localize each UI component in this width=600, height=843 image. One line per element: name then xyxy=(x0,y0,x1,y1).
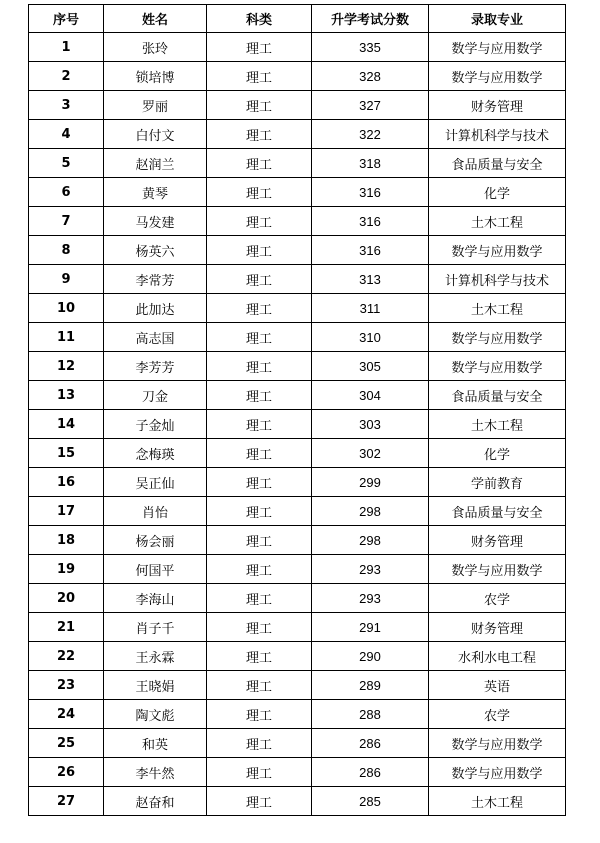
cell-major: 计算机科学与技术 xyxy=(429,120,566,149)
cell-name: 李芳芳 xyxy=(104,352,207,381)
cell-no: 20 xyxy=(29,584,104,613)
cell-no: 14 xyxy=(29,410,104,439)
cell-score: 316 xyxy=(312,207,429,236)
table-row xyxy=(29,265,566,294)
cell-name: 李常芳 xyxy=(104,265,207,294)
cell-no: 8 xyxy=(29,236,104,265)
cell-name: 念梅瑛 xyxy=(104,439,207,468)
cell-category: 理工 xyxy=(207,700,312,729)
cell-name: 何国平 xyxy=(104,555,207,584)
cell-no: 21 xyxy=(29,613,104,642)
cell-category: 理工 xyxy=(207,33,312,62)
cell-category: 理工 xyxy=(207,555,312,584)
cell-category: 理工 xyxy=(207,787,312,816)
cell-category: 理工 xyxy=(207,62,312,91)
cell-category: 理工 xyxy=(207,149,312,178)
cell-category: 理工 xyxy=(207,613,312,642)
cell-name: 赵润兰 xyxy=(104,149,207,178)
cell-no: 27 xyxy=(29,787,104,816)
cell-score: 298 xyxy=(312,497,429,526)
cell-score: 316 xyxy=(312,178,429,207)
table-row xyxy=(29,526,566,555)
table-row xyxy=(29,584,566,613)
cell-score: 285 xyxy=(312,787,429,816)
cell-category: 理工 xyxy=(207,758,312,787)
cell-category: 理工 xyxy=(207,236,312,265)
cell-category: 理工 xyxy=(207,526,312,555)
table-row xyxy=(29,439,566,468)
cell-name: 此加达 xyxy=(104,294,207,323)
table-row xyxy=(29,613,566,642)
cell-score: 318 xyxy=(312,149,429,178)
cell-name: 锁培博 xyxy=(104,62,207,91)
cell-score: 311 xyxy=(312,294,429,323)
cell-no: 7 xyxy=(29,207,104,236)
cell-no: 3 xyxy=(29,91,104,120)
cell-category: 理工 xyxy=(207,671,312,700)
cell-no: 15 xyxy=(29,439,104,468)
table-body xyxy=(29,33,566,816)
cell-major: 学前教育 xyxy=(429,468,566,497)
table-row xyxy=(29,149,566,178)
cell-no: 12 xyxy=(29,352,104,381)
cell-score: 298 xyxy=(312,526,429,555)
cell-no: 17 xyxy=(29,497,104,526)
cell-score: 327 xyxy=(312,91,429,120)
cell-score: 303 xyxy=(312,410,429,439)
table-row xyxy=(29,468,566,497)
cell-score: 299 xyxy=(312,468,429,497)
cell-no: 19 xyxy=(29,555,104,584)
cell-major: 土木工程 xyxy=(429,410,566,439)
cell-score: 291 xyxy=(312,613,429,642)
cell-name: 白付文 xyxy=(104,120,207,149)
table-header xyxy=(29,5,566,33)
cell-major: 食品质量与安全 xyxy=(429,149,566,178)
cell-category: 理工 xyxy=(207,410,312,439)
cell-major: 数学与应用数学 xyxy=(429,758,566,787)
cell-category: 理工 xyxy=(207,352,312,381)
cell-major: 农学 xyxy=(429,584,566,613)
cell-major: 数学与应用数学 xyxy=(429,62,566,91)
header-category: 科类 xyxy=(207,5,312,33)
cell-major: 数学与应用数学 xyxy=(429,33,566,62)
cell-no: 6 xyxy=(29,178,104,207)
cell-score: 293 xyxy=(312,555,429,584)
table-row xyxy=(29,700,566,729)
cell-category: 理工 xyxy=(207,584,312,613)
header-no: 序号 xyxy=(29,5,104,33)
header-row xyxy=(29,5,566,33)
table-row xyxy=(29,352,566,381)
cell-no: 1 xyxy=(29,33,104,62)
cell-major: 土木工程 xyxy=(429,207,566,236)
table-row xyxy=(29,497,566,526)
cell-no: 25 xyxy=(29,729,104,758)
cell-category: 理工 xyxy=(207,207,312,236)
cell-no: 23 xyxy=(29,671,104,700)
cell-major: 英语 xyxy=(429,671,566,700)
cell-score: 305 xyxy=(312,352,429,381)
cell-no: 4 xyxy=(29,120,104,149)
admission-table xyxy=(28,4,566,816)
cell-no: 18 xyxy=(29,526,104,555)
cell-name: 杨英六 xyxy=(104,236,207,265)
cell-name: 李牛然 xyxy=(104,758,207,787)
cell-name: 子金灿 xyxy=(104,410,207,439)
cell-score: 302 xyxy=(312,439,429,468)
table-row xyxy=(29,33,566,62)
cell-score: 290 xyxy=(312,642,429,671)
cell-category: 理工 xyxy=(207,381,312,410)
cell-name: 赵奋和 xyxy=(104,787,207,816)
cell-score: 286 xyxy=(312,758,429,787)
table-row xyxy=(29,236,566,265)
cell-name: 马发建 xyxy=(104,207,207,236)
table-row xyxy=(29,62,566,91)
cell-name: 杨会丽 xyxy=(104,526,207,555)
cell-score: 316 xyxy=(312,236,429,265)
header-major: 录取专业 xyxy=(429,5,566,33)
table-row xyxy=(29,729,566,758)
cell-category: 理工 xyxy=(207,497,312,526)
cell-name: 刀金 xyxy=(104,381,207,410)
cell-no: 10 xyxy=(29,294,104,323)
cell-score: 289 xyxy=(312,671,429,700)
cell-major: 土木工程 xyxy=(429,787,566,816)
cell-major: 食品质量与安全 xyxy=(429,497,566,526)
table-row xyxy=(29,381,566,410)
cell-name: 陶文彪 xyxy=(104,700,207,729)
cell-name: 张玲 xyxy=(104,33,207,62)
header-score: 升学考试分数 xyxy=(312,5,429,33)
cell-major: 数学与应用数学 xyxy=(429,352,566,381)
cell-major: 食品质量与安全 xyxy=(429,381,566,410)
cell-name: 高志国 xyxy=(104,323,207,352)
cell-category: 理工 xyxy=(207,265,312,294)
cell-no: 2 xyxy=(29,62,104,91)
cell-score: 328 xyxy=(312,62,429,91)
cell-major: 农学 xyxy=(429,700,566,729)
cell-category: 理工 xyxy=(207,294,312,323)
cell-score: 310 xyxy=(312,323,429,352)
cell-category: 理工 xyxy=(207,120,312,149)
cell-name: 肖子千 xyxy=(104,613,207,642)
cell-major: 数学与应用数学 xyxy=(429,555,566,584)
cell-major: 土木工程 xyxy=(429,294,566,323)
table-row xyxy=(29,642,566,671)
cell-name: 罗丽 xyxy=(104,91,207,120)
cell-score: 335 xyxy=(312,33,429,62)
cell-category: 理工 xyxy=(207,468,312,497)
cell-category: 理工 xyxy=(207,91,312,120)
table-row xyxy=(29,758,566,787)
table-row xyxy=(29,410,566,439)
cell-category: 理工 xyxy=(207,439,312,468)
cell-category: 理工 xyxy=(207,729,312,758)
cell-no: 13 xyxy=(29,381,104,410)
table-row xyxy=(29,120,566,149)
cell-score: 304 xyxy=(312,381,429,410)
cell-major: 计算机科学与技术 xyxy=(429,265,566,294)
cell-score: 293 xyxy=(312,584,429,613)
table-row xyxy=(29,207,566,236)
cell-no: 24 xyxy=(29,700,104,729)
table-row xyxy=(29,787,566,816)
cell-major: 财务管理 xyxy=(429,91,566,120)
cell-name: 吴正仙 xyxy=(104,468,207,497)
cell-major: 水利水电工程 xyxy=(429,642,566,671)
cell-name: 肖怡 xyxy=(104,497,207,526)
cell-category: 理工 xyxy=(207,178,312,207)
header-name: 姓名 xyxy=(104,5,207,33)
cell-no: 9 xyxy=(29,265,104,294)
cell-no: 26 xyxy=(29,758,104,787)
cell-score: 286 xyxy=(312,729,429,758)
cell-no: 5 xyxy=(29,149,104,178)
cell-no: 22 xyxy=(29,642,104,671)
cell-major: 数学与应用数学 xyxy=(429,236,566,265)
cell-major: 财务管理 xyxy=(429,613,566,642)
cell-name: 王永霖 xyxy=(104,642,207,671)
cell-major: 财务管理 xyxy=(429,526,566,555)
cell-major: 化学 xyxy=(429,439,566,468)
cell-no: 11 xyxy=(29,323,104,352)
cell-major: 数学与应用数学 xyxy=(429,323,566,352)
cell-category: 理工 xyxy=(207,323,312,352)
table-row xyxy=(29,178,566,207)
cell-no: 16 xyxy=(29,468,104,497)
table-row xyxy=(29,555,566,584)
table-row xyxy=(29,323,566,352)
table-row xyxy=(29,91,566,120)
cell-name: 黄琴 xyxy=(104,178,207,207)
cell-score: 322 xyxy=(312,120,429,149)
cell-name: 李海山 xyxy=(104,584,207,613)
cell-name: 和英 xyxy=(104,729,207,758)
cell-category: 理工 xyxy=(207,642,312,671)
cell-name: 王晓娟 xyxy=(104,671,207,700)
cell-score: 288 xyxy=(312,700,429,729)
cell-major: 化学 xyxy=(429,178,566,207)
table-row xyxy=(29,294,566,323)
cell-major: 数学与应用数学 xyxy=(429,729,566,758)
table-row xyxy=(29,671,566,700)
cell-score: 313 xyxy=(312,265,429,294)
